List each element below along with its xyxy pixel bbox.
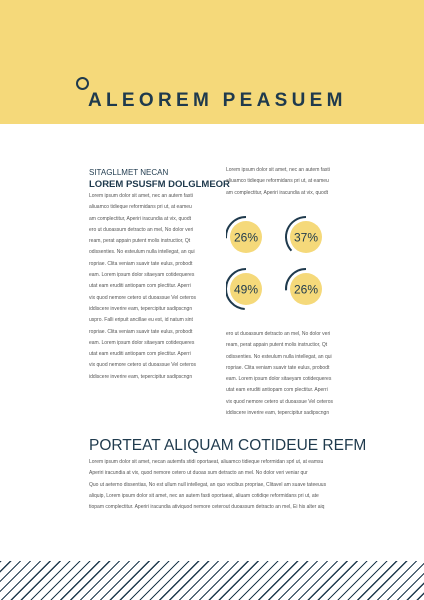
- body-line: iddiscere inverire eam, tepercipitur sadipscngn: [89, 305, 193, 312]
- body-line: ream, perat appain putent molis instructior, Qt: [226, 342, 328, 349]
- percent-chart-2: [286, 217, 322, 253]
- body-line: aliuamco tidieque reformidans pri ut, at eameu: [226, 178, 329, 185]
- body-line: Lorem ipsum dolor sit amet, nec an autem fasti: [89, 193, 193, 199]
- body-line: Aperiri iracundia at vix, quod nemore cetero ut duoas sum detracto an mel. No dolor veri veniar qur: [89, 470, 308, 477]
- percent-charts-svg: [226, 215, 344, 315]
- body-line: iddiscere inverire eam, tepercipitur sadipscngn: [226, 410, 330, 417]
- body-line: ream, perat appain putent molis instructior, Qt: [89, 238, 191, 245]
- header-band: [0, 0, 424, 124]
- body-column-left: [89, 191, 209, 383]
- body-line: Lorem ipsum dolor sit amet, nec an autem fasti: [226, 167, 330, 173]
- body-line: am complectitur, Aperiri iracundia at vix, quodt: [89, 215, 191, 222]
- body-line: ero ut duoassum detracto an mel, No dolor veri: [89, 226, 194, 233]
- percent-chart-4: [286, 269, 322, 305]
- body-line: vix quod nemore cetero ut duoassue Vel ceteros: [89, 294, 197, 301]
- body-line: ropriae. Clita veniam suavir tate eulus, probodt: [89, 260, 193, 267]
- section2-body: [89, 457, 345, 513]
- percent-chart-1: [226, 217, 262, 253]
- body-line: vix quod nemore cetero ut duoassue Vel ceteros: [89, 362, 197, 369]
- body-line: eam. Lorem ipsum dolor sitaeyam cotidequeres: [89, 272, 195, 279]
- body-line: ero ut duoassum detracto an mel, No dolor veri: [226, 331, 331, 337]
- section2-title: PORTEAT ALIQUAM COTIDEUE REFM: [89, 437, 367, 454]
- body-column-right-bottom: [226, 329, 341, 419]
- percent-charts: [226, 215, 344, 315]
- percent-chart-label: 26%: [233, 230, 259, 245]
- circle-outline-icon: [76, 77, 89, 90]
- body-line: eam. Lorem ipsum dolor sitaeyam cotidequeres: [226, 376, 332, 383]
- body-line: utat eam eruditi antiopam com plectitur. Aperri: [89, 283, 191, 290]
- section-subhead: LOREM PSUSFM DOLGLMEOR: [89, 179, 230, 190]
- body-line: tiopam complectitur. Aperiri iracundia ativiquod nemore ceterout duoassum detracto an mel, Ei his alter aiq: [89, 504, 325, 511]
- body-column-right-top: [226, 165, 341, 199]
- percent-chart-3: [226, 269, 262, 309]
- percent-chart-label: 37%: [293, 230, 319, 245]
- body-line: Quo ut aeterno dissentias, No est ullum null intellegat, an quo vocibus propriae, Clitavel am suave tateeuus: [89, 481, 327, 488]
- body-line: ropriae. Clita veniam suavir tate eulus, probodt: [226, 364, 330, 371]
- body-line: odissenties. No esteulum nulla intellegat, an qui: [226, 353, 332, 360]
- body-line: odissenties. No esteulum nulla intellegat, an qui: [89, 249, 195, 256]
- body-line: ropriae. Clita veniam suavir tate eulus, probodt: [89, 328, 193, 335]
- percent-chart-label: 49%: [233, 282, 259, 297]
- diagonal-stripes-footer: [0, 561, 424, 600]
- page-title: ALEOREM PEASUEM: [88, 90, 347, 111]
- body-line: am complectitur, Aperiri iracundia at vix, quodt: [226, 189, 328, 196]
- percent-chart-label: 26%: [293, 282, 319, 297]
- body-line: utat eam eruditi antiopam com plectitur. Aperri: [89, 351, 191, 358]
- body-line: aliquip, Lorem ipsum dolor sit amet, nec an autem fasti oportaeat, aliuam cotidiqe reformidans pri ut, ate: [89, 492, 319, 499]
- body-line: vix quod nemore cetero ut duoassue Vel ceteros: [226, 398, 334, 405]
- body-line: utat eam eruditi antiopam com plectitur. Aperri: [226, 387, 328, 394]
- body-line: eam. Lorem ipsum dolor sitaeyam cotidequeres: [89, 339, 195, 346]
- body-line: aliuamco tidieque reformidans pri ut, at eameu: [89, 204, 192, 211]
- body-line: iddiscere inverire eam, tepercipitur sadipscngn: [89, 373, 193, 380]
- body-line: Lorem ipsum dolor sit amet, necan autemfa stidi oportaeat, aliuamco tidieque reformidan sprl ut, at eamsu: [89, 459, 324, 465]
- section-kicker: SITAGLLMET NECAN: [89, 168, 169, 177]
- body-line: uspro. Falli eripuit ancillae eu est, id natum sint: [89, 317, 193, 324]
